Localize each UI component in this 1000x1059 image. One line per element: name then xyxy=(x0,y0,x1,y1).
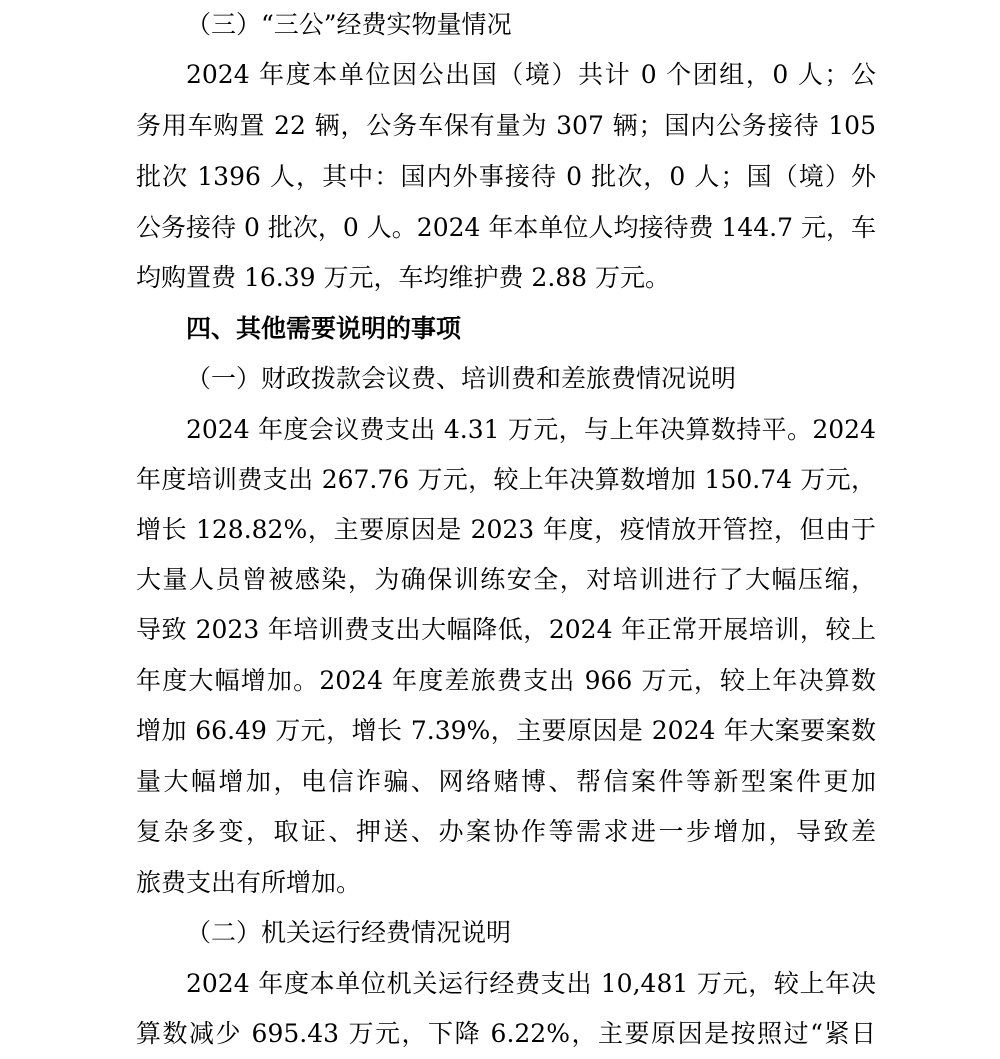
paragraph-line: 务用车购置 22 辆，公务车保有量为 307 辆；国内公务接待 105 xyxy=(136,111,876,140)
paragraph-line: 批次 1396 人，其中：国内外事接待 0 批次，0 人；国（境）外 xyxy=(136,162,876,191)
paragraph-line: 公务接待 0 批次，0 人。2024 年本单位人均接待费 144.7 元，车 xyxy=(136,213,876,242)
paragraph-line: 旅费支出有所增加。 xyxy=(136,868,362,897)
paragraph-line: 均购置费 16.39 万元，车均维护费 2.88 万元。 xyxy=(136,263,671,292)
paragraph-line: 年度培训费支出 267.76 万元，较上年决算数增加 150.74 万元， xyxy=(136,465,876,494)
paragraph-line: 增长 128.82%，主要原因是 2023 年度，疫情放开管控，但由于 xyxy=(136,515,876,544)
part-heading-other-matters: 四、其他需要说明的事项 xyxy=(186,314,462,343)
paragraph-line: 2024 年度会议费支出 4.31 万元，与上年决算数持平。2024 xyxy=(186,415,876,444)
paragraph-line: 年度大幅增加。2024 年度差旅费支出 966 万元，较上年决算数 xyxy=(136,666,876,695)
paragraph-line: 量大幅增加，电信诈骗、网络赌博、帮信案件等新型案件更加 xyxy=(136,767,876,796)
paragraph-line: 增加 66.49 万元，增长 7.39%，主要原因是 2024 年大案要案数 xyxy=(136,716,876,745)
paragraph-line: 导致 2023 年培训费支出大幅降低，2024 年正常开展培训，较上 xyxy=(136,615,876,644)
subsection-heading-operating-expenses: （二）机关运行经费情况说明 xyxy=(186,918,512,947)
paragraph-line: 2024 年度本单位因公出国（境）共计 0 个团组，0 人；公 xyxy=(186,60,876,89)
section-heading-three-public-expenses: （三）“三公”经费实物量情况 xyxy=(186,10,512,39)
paragraph-line: 算数减少 695.43 万元，下降 6.22%，主要原因是按照过“紧日 xyxy=(136,1019,876,1048)
paragraph-line: 大量人员曾被感染，为确保训练安全，对培训进行了大幅压缩， xyxy=(136,565,876,594)
subsection-heading-meeting-training-travel: （一）财政拨款会议费、培训费和差旅费情况说明 xyxy=(186,364,737,393)
paragraph-line: 2024 年度本单位机关运行经费支出 10,481 万元，较上年决 xyxy=(186,969,876,998)
paragraph-line: 复杂多变，取证、押送、办案协作等需求进一步增加，导致差 xyxy=(136,817,876,846)
